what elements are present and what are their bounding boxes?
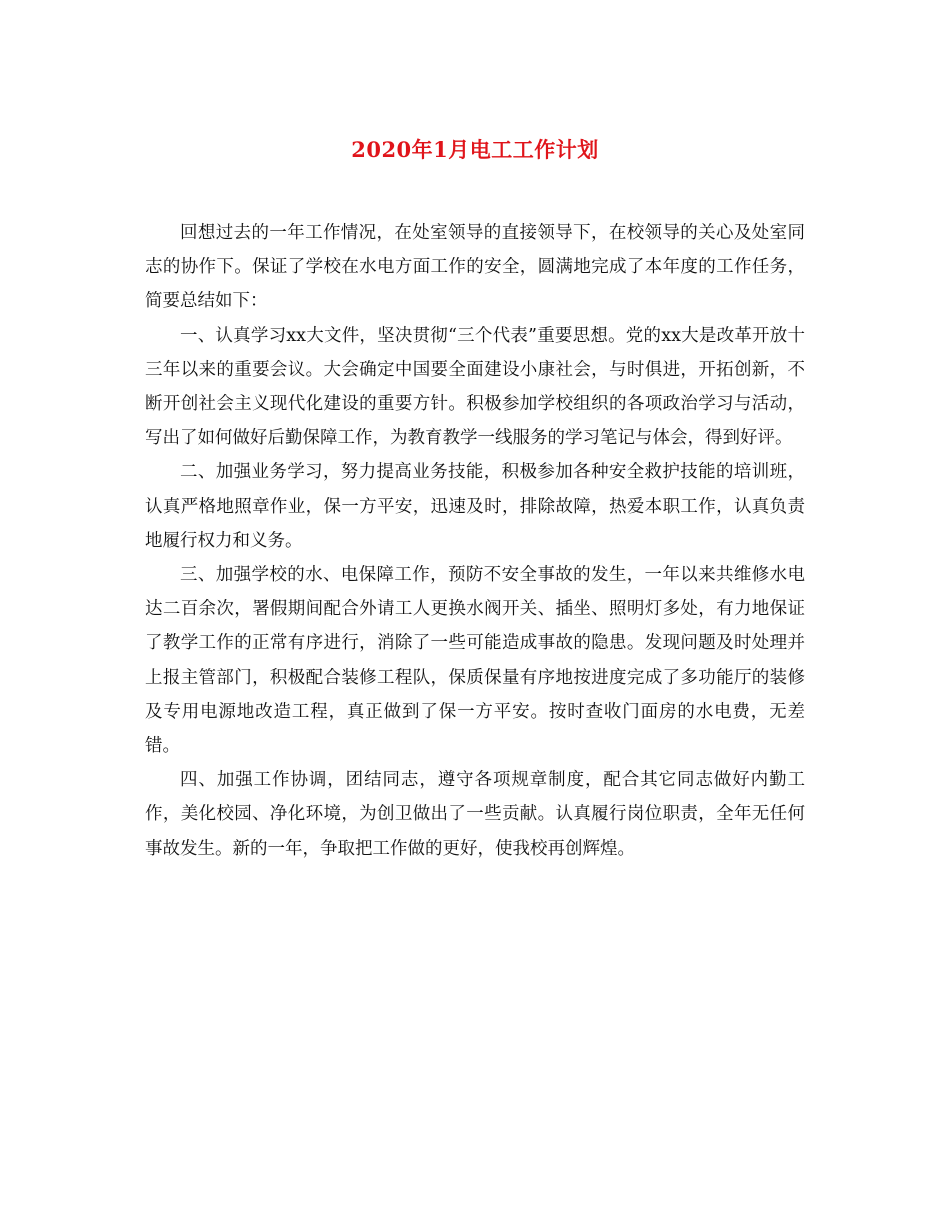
paragraph-section-3: 三、加强学校的水、电保障工作，预防不安全事故的发生，一年以来共维修水电达二百余次，署假期间配合外请工人更换水阀开关、插坐、照明灯多处，有力地保证了教学工作的正常有序进行，消除了一些可能造成事故的隐患。发现问题及时处理并上报主管部门，积极配合装修工程队，保质保量有序地按进度完成了多功能厅的装修及专用电源地改造工程，真正做到了保一方平安。按时查收门面房的水电费，无差错。 [145,565,805,757]
document-body [145,216,805,866]
paragraph-intro: 回想过去的一年工作情况，在处室领导的直接领导下，在校领导的关心及处室同志的协作下。保证了学校在水电方面工作的安全，圆满地完成了本年度的工作任务，简要总结如下： [145,223,805,312]
paragraph-section-4: 四、加强工作协调，团结同志，遵守各项规章制度，配合其它同志做好内勤工作，美化校园、净化环境，为创卫做出了一些贡献。认真履行岗位职责，全年无任何事故发生。新的一年，争取把工作做的更好，使我校再创辉煌。 [145,770,805,859]
paragraph-section-2: 二、加强业务学习，努力提高业务技能，积极参加各种安全救护技能的培训班，认真严格地照章作业，保一方平安，迅速及时，排除故障，热爱本职工作，认真负责地履行权力和义务。 [145,462,805,551]
document-title: 2020年1月电工工作计划 [351,137,599,162]
paragraph-section-1: 一、认真学习xx大文件，坚决贯彻“三个代表”重要思想。党的xx大是改革开放十三年以来的重要会议。大会确定中国要全面建设小康社会，与时俱进，开拓创新，不断开创社会主义现代化建设的重要方针。积极参加学校组织的各项政治学习与活动，写出了如何做好后勤保障工作，为教育教学一线服务的学习笔记与体会，得到好评。 [145,325,805,449]
